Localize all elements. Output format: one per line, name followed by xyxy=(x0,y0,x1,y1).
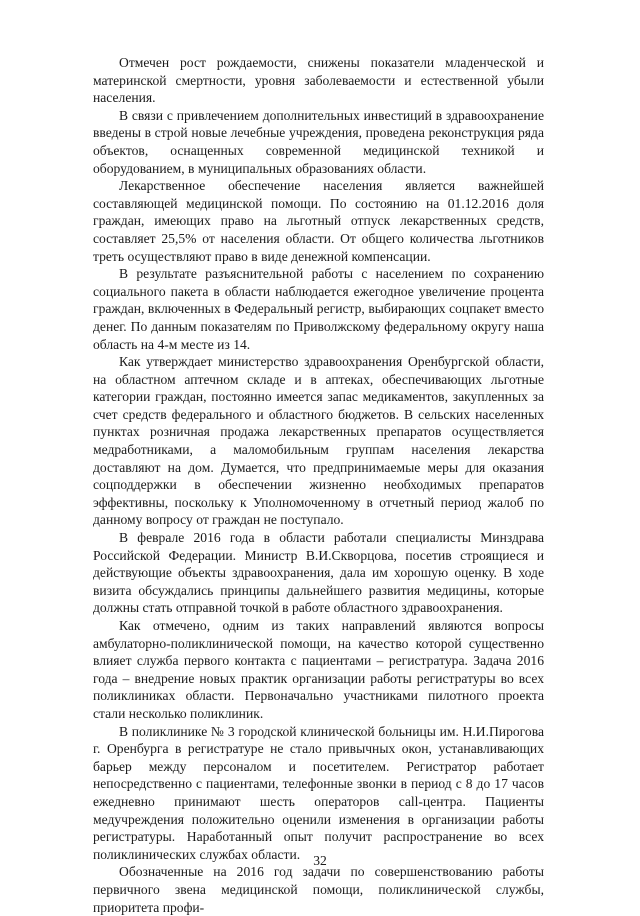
paragraph-minzdrav-visit: В феврале 2016 года в области работали специалисты Минздрава Российской Федерации. Министр В.И.Скворцова, посетив строящиеся и действующие объекты здравоохранения, дала им хорошую оценку. В ходе визита обсуждались принципы дальнейшего развития медицины, которые должны стать отправной точкой в работе областного здравоохранения. xyxy=(93,530,544,616)
paragraph-ministry-statement: Как утверждает министерство здравоохранения Оренбургской области, на областном аптечном складе и в аптеках, обеспечивающих льготные категории граждан, постоянно имеется запас медикаментов, закупленных за счет средств федерального и областного бюджетов. В сельских населенных пунктах розничная продажа лекарственных препаратов осуществляется медработниками, а маломобильным группам населения лекарства доставляют на дом. Думается, что предпринимаемые меры для оказания соцподдержки в обеспечении жизненно необходимых препаратов эффективны, поскольку к Уполномоченному в отчетный период жалоб по данному вопросу от граждан не поступало. xyxy=(93,354,544,528)
paragraph-tasks-2016: Обозначенные на 2016 год задачи по совершенствованию работы первичного звена медицинской помощи, поликлинической службы, приоритета профи- xyxy=(93,864,544,915)
paragraph-polyclinic-3: В поликлинике № 3 городской клинической больницы им. Н.И.Пирогова г. Оренбурга в регистратуре не стало привычных окон, устанавливающих барьер между персоналом и посетителем. Регистратор работает непосредственно с пациентами, телефонные звонки в период с 8 до 17 часов ежедневно принимают шесть операторов call-центра. Пациенты медучреждения положительно оценили изменения в организации работы регистратуры. Наработанный опыт получит распространение во всех поликлинических службах области. xyxy=(93,723,544,862)
paragraph-investments: В связи с привлечением дополнительных инвестиций в здравоохранение введены в строй новые лечебные учреждения, проведена реконструкция ряда объектов, оснащенных современной медицинской техникой и оборудованием, в муниципальных образованиях области. xyxy=(93,107,544,176)
paragraph-social-package: В результате разъяснительной работы с населением по сохранению социального пакета в области наблюдается ежегодное увеличение процента граждан, включенных в Федеральный регистр, выбирающих соцпакет вместо денег. По данным показателям по Приволжскому федеральному округу наша область на 4-м месте из 14. xyxy=(93,266,544,352)
paragraph-outpatient-care: Как отмечено, одним из таких направлений являются вопросы амбулаторно-поликлинической помощи, на качество которой существенно влияет служба первого контакта с пациентами – регистратура. Задача 2016 года – внедрение новых практик организации работы регистратуры во всех поликлиниках области. Первоначально участниками пилотного проекта стали несколько поликлиник. xyxy=(93,618,544,721)
document-body xyxy=(93,54,544,916)
paragraph-birth-rate: Отмечен рост рождаемости, снижены показатели младенческой и материнской смертности, уровня заболеваемости и естественной убыли населения. xyxy=(93,55,544,106)
paragraph-drug-supply: Лекарственное обеспечение населения является важнейшей составляющей медицинской помощи. По состоянию на 01.12.2016 доля граждан, имеющих право на льготный отпуск лекарственных средств, составляет 25,5% от населения области. От общего количества льготников треть осуществляют право в виде денежной компенсации. xyxy=(93,178,544,264)
page-number: 32 xyxy=(313,853,327,868)
